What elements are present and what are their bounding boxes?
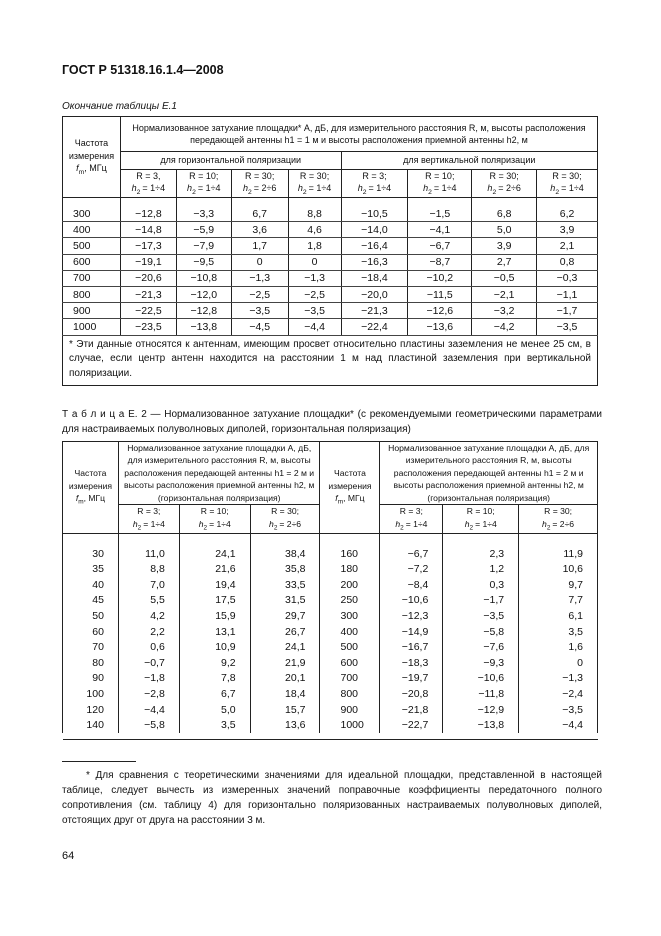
table-cell: 900	[63, 303, 121, 319]
table-row	[63, 686, 598, 702]
attenuation-header-right: Нормализованное затухание площадки A, дБ, для измерительного расстояния R, м, высоты расположения передающей антенны h1 = 2 м и высоты расположения приемной антенны h2, м (горизонтальная поляризация)	[380, 442, 598, 505]
table-cell: 60	[63, 624, 119, 640]
table-cell: 600	[63, 254, 121, 270]
freq-column-header-right: Частота измерения $f_m$, МГц	[320, 442, 380, 534]
vpol-header: для вертикальной поляризации	[341, 152, 597, 170]
table-cell: −4,2	[472, 319, 537, 335]
table-cell: −21,3	[341, 303, 408, 319]
table-row	[63, 639, 598, 655]
footnote: * Для сравнения с теоретическими значениями для идеальной площадки, представленной в настоящей таблице, следует вычесть из измеренных значений поправочные коэффициенты передаточного полного сопротивления (см. таблицу 4) для горизонтально поляризованных настраиваемых полуволновых диполей, отстоящих друг от друга на расстоянии 3 м.	[62, 770, 602, 826]
table-cell: −16,4	[341, 238, 408, 254]
table-cell: 33,5	[250, 577, 320, 593]
table-cell: 6,7	[179, 686, 250, 702]
table-row	[63, 608, 598, 624]
table-cell: 24,1	[179, 546, 250, 562]
table-cell: −1,3	[519, 671, 598, 687]
footnote-divider	[62, 761, 136, 762]
table-cell: 8,8	[288, 206, 341, 222]
table-cell: −4,1	[408, 222, 472, 238]
table-cell: −10,6	[443, 671, 519, 687]
table-cell: 9,7	[519, 577, 598, 593]
table-cell: −6,7	[380, 546, 443, 562]
table-cell: 6,7	[231, 206, 288, 222]
table-cell: 180	[320, 561, 380, 577]
table-cell: 1000	[320, 717, 380, 733]
table-cell: 80	[63, 655, 119, 671]
table-cell: 35	[63, 561, 119, 577]
table-cell: −4,4	[288, 319, 341, 335]
table-cell: 120	[63, 702, 119, 718]
subcol-header: R = 3; $h_2 = 1\div 4$	[118, 505, 179, 534]
table-cell: 4,6	[288, 222, 341, 238]
table-row	[63, 671, 598, 687]
table-cell: −16,3	[341, 254, 408, 270]
table-cell: −14,8	[120, 222, 176, 238]
table-cell: 2,2	[118, 624, 179, 640]
table-cell: 15,9	[179, 608, 250, 624]
table-row	[63, 270, 598, 286]
table-cell: −3,5	[288, 303, 341, 319]
attenuation-header: Нормализованное затухание площадки* A, дБ, для измерительного расстояния R, м, высоты расположения передающей антенны h1 = 1 м и высоты расположения приемной антенны h2, м	[120, 117, 597, 152]
table-cell: 0,6	[118, 639, 179, 655]
table-cell: −8,7	[408, 254, 472, 270]
table-row	[63, 593, 598, 609]
table-cell: −0,3	[537, 270, 598, 286]
subcol-header: R = 30; $h_2 = 2\div 6$	[231, 170, 288, 198]
table-cell: 5,0	[472, 222, 537, 238]
subcol-header: R = 30; $h_2 = 2\div 6$	[519, 505, 598, 534]
table-row	[63, 303, 598, 319]
table-cell: −4,4	[519, 717, 598, 733]
table-cell: 250	[320, 593, 380, 609]
table-cell: −2,4	[519, 686, 598, 702]
subcol-header: R = 30; $h_2 = 1\div 4$	[537, 170, 598, 198]
table-cell: 31,5	[250, 593, 320, 609]
table-cell: −12,8	[176, 303, 231, 319]
table-cell: −20,6	[120, 270, 176, 286]
table-cell: 300	[63, 206, 121, 222]
table-cell: −1,8	[118, 671, 179, 687]
hpol-header: для горизонтальной поляризации	[120, 152, 341, 170]
table-cell: 90	[63, 671, 119, 687]
table-cell: −16,7	[380, 639, 443, 655]
table-cell: 0	[519, 655, 598, 671]
table-cell: −13,8	[443, 717, 519, 733]
table-cell: 3,5	[179, 717, 250, 733]
table-cell: 700	[320, 671, 380, 687]
table-cell: −5,9	[176, 222, 231, 238]
table-cell: 0	[231, 254, 288, 270]
table-cell: 45	[63, 593, 119, 609]
table-cell: −1,7	[443, 593, 519, 609]
table-cell: −5,8	[118, 717, 179, 733]
table-cell: −0,5	[472, 270, 537, 286]
table-cell: 600	[320, 655, 380, 671]
table-cell: −9,3	[443, 655, 519, 671]
table-cell: −12,9	[443, 702, 519, 718]
table-cell: −10,5	[341, 206, 408, 222]
table-cell: −23,5	[120, 319, 176, 335]
table-cell: −20,0	[341, 286, 408, 302]
table-row	[63, 206, 598, 222]
table-cell: −10,2	[408, 270, 472, 286]
subcol-header: R = 3, $h_2 = 1\div 4$	[120, 170, 176, 198]
table-row	[63, 222, 598, 238]
table-cell: 20,1	[250, 671, 320, 687]
table-cell: −12,3	[380, 608, 443, 624]
table-cell: 7,7	[519, 593, 598, 609]
subcol-header: R = 3; $h_2 = 1\div 4$	[341, 170, 408, 198]
table-cell: −3,3	[176, 206, 231, 222]
table-cell: 35,8	[250, 561, 320, 577]
subcol-header: R = 30; $h_2 = 2\div 6$	[472, 170, 537, 198]
table-cell: −4,5	[231, 319, 288, 335]
table-cell: −3,5	[519, 702, 598, 718]
table-cell: 11,9	[519, 546, 598, 562]
table-cell: 3,6	[231, 222, 288, 238]
table-note: * Эти данные относятся к антеннам, имеющим просвет относительно пластины заземления не менее 25 см, в случае, если центр антенн находится на расстоянии 1 м над пластиной заземления при вертикальной поляризации.	[63, 335, 598, 386]
table-cell: 0,8	[537, 254, 598, 270]
table-cell: 30	[63, 546, 119, 562]
table-cell: 5,0	[179, 702, 250, 718]
table-cell: 10,6	[519, 561, 598, 577]
table-cell: −3,5	[231, 303, 288, 319]
table-cell: 13,6	[250, 717, 320, 733]
table-cell: −8,4	[380, 577, 443, 593]
table-row	[63, 238, 598, 254]
table-cell: −9,5	[176, 254, 231, 270]
table-cell: 17,5	[179, 593, 250, 609]
table-cell: −19,7	[380, 671, 443, 687]
table-e2-title: Т а б л и ц а Е. 2 — Нормализованное затухание площадки* (с рекомендуемыми геометрическими параметрами для настраиваемых полуволновых диполей, горизонтальная поляризация)	[62, 409, 602, 435]
table-row	[63, 546, 598, 562]
table-cell: −5,8	[443, 624, 519, 640]
table-cell: 10,9	[179, 639, 250, 655]
table-cell: −21,8	[380, 702, 443, 718]
table-cell: −7,9	[176, 238, 231, 254]
freq-column-header: Частота измерения $f_m$, МГц	[63, 117, 121, 198]
table-cell: −22,7	[380, 717, 443, 733]
freq-column-header-left: Частота измерения $f_m$, МГц	[63, 442, 119, 534]
page-number: 64	[62, 850, 75, 862]
subcol-header: R = 10; $h_2 = 1\div 4$	[179, 505, 250, 534]
table-cell: 200	[320, 577, 380, 593]
table-cell: −18,4	[341, 270, 408, 286]
table-cell: 7,8	[179, 671, 250, 687]
table-cell: 400	[63, 222, 121, 238]
table-cell: 1000	[63, 319, 121, 335]
table-cell: −1,7	[537, 303, 598, 319]
table-cell: 13,1	[179, 624, 250, 640]
table-row	[63, 702, 598, 718]
table-cell: −0,7	[118, 655, 179, 671]
table-cell: −1,3	[231, 270, 288, 286]
table-cell: 6,1	[519, 608, 598, 624]
table-cell: 7,0	[118, 577, 179, 593]
table-cell: 40	[63, 577, 119, 593]
table-cell: −7,6	[443, 639, 519, 655]
table-cell: 29,7	[250, 608, 320, 624]
table-cell: 38,4	[250, 546, 320, 562]
table-row	[63, 319, 598, 335]
table-cell: 500	[63, 238, 121, 254]
table-cell: 100	[63, 686, 119, 702]
table-cell: −20,8	[380, 686, 443, 702]
table-cell: −2,8	[118, 686, 179, 702]
table-cell: 900	[320, 702, 380, 718]
table-cell: 18,4	[250, 686, 320, 702]
table-cell: 160	[320, 546, 380, 562]
table-cell: 11,0	[118, 546, 179, 562]
table-cell: −11,8	[443, 686, 519, 702]
table-cell: −22,4	[341, 319, 408, 335]
table-cell: 24,1	[250, 639, 320, 655]
table-cell: −14,0	[341, 222, 408, 238]
table-cell: 1,7	[231, 238, 288, 254]
table-cell: 2,1	[537, 238, 598, 254]
table-cell: 1,8	[288, 238, 341, 254]
table-cell: −12,8	[120, 206, 176, 222]
table-cell: −14,9	[380, 624, 443, 640]
table-cell: −11,5	[408, 286, 472, 302]
attenuation-header-left: Нормализованное затухание площадки A, дБ, для измерительного расстояния R, м, высоты расположения передающей антенны h1 = 2 м и высоты расположения приемной антенны h2, м (горизонтальная поляризация)	[118, 442, 320, 505]
table-cell: −7,2	[380, 561, 443, 577]
table-cell: −3,2	[472, 303, 537, 319]
table-cell: −2,5	[288, 286, 341, 302]
table-row	[63, 717, 598, 733]
table-cell: −22,5	[120, 303, 176, 319]
table-cell: −18,3	[380, 655, 443, 671]
table-cell: 0,3	[443, 577, 519, 593]
table-cell: −4,4	[118, 702, 179, 718]
table-cell: 3,9	[472, 238, 537, 254]
table-cell: 8,8	[118, 561, 179, 577]
table-continuation-label: Окончание таблицы Е.1	[62, 101, 177, 112]
table-cell: 140	[63, 717, 119, 733]
subcol-header: R = 10; $h_2 = 1\div 4$	[443, 505, 519, 534]
subcol-header: R = 30; $h_2 = 1\div 4$	[288, 170, 341, 198]
table-cell: 21,9	[250, 655, 320, 671]
table-cell: −17,3	[120, 238, 176, 254]
table-cell: 1,2	[443, 561, 519, 577]
table-cell: −13,6	[408, 319, 472, 335]
table-row	[63, 655, 598, 671]
table-row	[63, 577, 598, 593]
table-cell: 5,5	[118, 593, 179, 609]
table-cell: 2,3	[443, 546, 519, 562]
table-row	[63, 624, 598, 640]
table-cell: 700	[63, 270, 121, 286]
table-cell: 19,4	[179, 577, 250, 593]
table-cell: −3,5	[537, 319, 598, 335]
table-row	[63, 561, 598, 577]
table-cell: 500	[320, 639, 380, 655]
subcol-header: R = 30; $h_2 = 2\div 6$	[250, 505, 320, 534]
table-cell: 26,7	[250, 624, 320, 640]
table-cell: 300	[320, 608, 380, 624]
table-cell: 15,7	[250, 702, 320, 718]
table-cell: 9,2	[179, 655, 250, 671]
table-cell: 3,5	[519, 624, 598, 640]
table-cell: 800	[63, 286, 121, 302]
table-cell: −19,1	[120, 254, 176, 270]
table-cell: −1,1	[537, 286, 598, 302]
table-cell: −21,3	[120, 286, 176, 302]
table-cell: 70	[63, 639, 119, 655]
subcol-header: R = 10; $h_2 = 1\div 4$	[176, 170, 231, 198]
table-cell: −3,5	[443, 608, 519, 624]
table-cell: 21,6	[179, 561, 250, 577]
table-row	[63, 286, 598, 302]
table-cell: 0	[288, 254, 341, 270]
table-e2	[62, 441, 598, 740]
subcol-header: R = 3; $h_2 = 1\div 4$	[380, 505, 443, 534]
table-cell: 800	[320, 686, 380, 702]
table-cell: 50	[63, 608, 119, 624]
table-e1-continuation	[62, 116, 598, 386]
table-cell: 400	[320, 624, 380, 640]
table-cell: 2,7	[472, 254, 537, 270]
table-cell: −13,8	[176, 319, 231, 335]
table-cell: 3,9	[537, 222, 598, 238]
table-cell: −1,5	[408, 206, 472, 222]
table-cell: −1,3	[288, 270, 341, 286]
table-cell: −6,7	[408, 238, 472, 254]
table-cell: 6,2	[537, 206, 598, 222]
table-cell: −2,1	[472, 286, 537, 302]
table-cell: 6,8	[472, 206, 537, 222]
table-cell: −12,0	[176, 286, 231, 302]
table-cell: −12,6	[408, 303, 472, 319]
document-id: ГОСТ Р 51318.16.1.4—2008	[62, 63, 224, 77]
table-cell: −10,8	[176, 270, 231, 286]
table-cell: −2,5	[231, 286, 288, 302]
table-row	[63, 254, 598, 270]
table-cell: −10,6	[380, 593, 443, 609]
table-cell: 1,6	[519, 639, 598, 655]
table-cell: 4,2	[118, 608, 179, 624]
subcol-header: R = 10; $h_2 = 1\div 4$	[408, 170, 472, 198]
